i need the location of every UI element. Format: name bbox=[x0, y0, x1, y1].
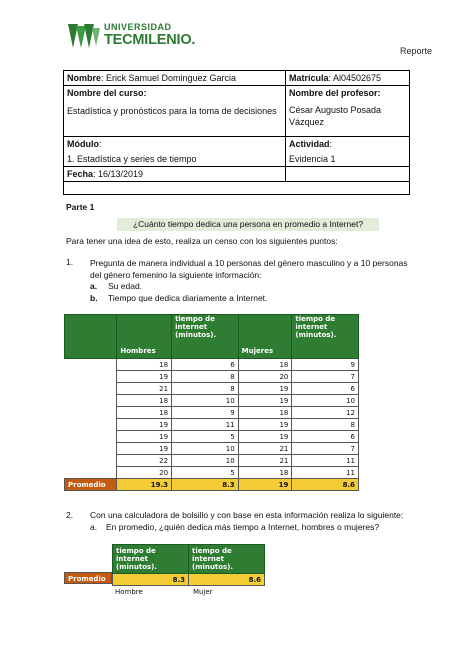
row-blank-cell bbox=[65, 407, 117, 419]
course-value: Estadística y pronósticos para la toma de decisiones bbox=[67, 106, 277, 116]
row-blank-cell bbox=[65, 419, 117, 431]
date-cell bbox=[64, 167, 286, 182]
intro-text: Para tener una idea de esto, realiza un censo con los siguientes puntos: bbox=[66, 236, 338, 246]
professor-cell bbox=[286, 86, 410, 137]
header-time-women: tiempo de internet (minutos). bbox=[292, 315, 359, 359]
table-cell: 18 bbox=[117, 407, 172, 419]
table-cell: 9 bbox=[172, 407, 239, 419]
date-value: : 16/13/2019 bbox=[93, 169, 144, 179]
promedio-value: 8.3 bbox=[172, 479, 239, 491]
date-empty-cell bbox=[286, 167, 410, 182]
average-header-row bbox=[113, 545, 265, 574]
table-cell: 20 bbox=[117, 467, 172, 479]
table-cell: 7 bbox=[292, 443, 359, 455]
matricula-label: Matrícula bbox=[289, 73, 329, 83]
empty-row-cell bbox=[64, 182, 410, 195]
promedio-label: Promedio bbox=[65, 479, 117, 491]
main-question: ¿Cuánto tiempo dedica una persona en promedio a Internet? bbox=[117, 218, 379, 231]
table-row bbox=[65, 371, 359, 383]
university-logo bbox=[66, 20, 206, 54]
promedio-value: 19.3 bbox=[117, 479, 172, 491]
label-mujer: Mujer bbox=[193, 588, 213, 596]
course-cell bbox=[64, 86, 286, 137]
table-cell: 19 bbox=[238, 431, 292, 443]
table-cell: 5 bbox=[172, 431, 239, 443]
module-cell bbox=[64, 137, 286, 167]
header-hombres: Hombres bbox=[117, 315, 172, 359]
table-cell: 7 bbox=[292, 371, 359, 383]
promedio-value: 8.6 bbox=[292, 479, 359, 491]
table-cell: 21 bbox=[238, 455, 292, 467]
header-mujeres: Mujeres bbox=[238, 315, 292, 359]
point-2a-letter: a. bbox=[90, 522, 98, 532]
table-cell: 8 bbox=[172, 371, 239, 383]
sub-a-letter: a. bbox=[90, 281, 98, 291]
table-cell: 19 bbox=[238, 395, 292, 407]
student-name-cell bbox=[64, 71, 286, 86]
row-blank-cell bbox=[65, 431, 117, 443]
row-blank-cell bbox=[65, 443, 117, 455]
table-cell: 6 bbox=[172, 359, 239, 371]
logo-university-text: UNIVERSIDAD bbox=[104, 22, 172, 32]
name-value: : Erick Samuel Dominguez Garcia bbox=[101, 73, 237, 83]
row-blank-cell bbox=[65, 359, 117, 371]
document-type-label: Reporte bbox=[399, 46, 432, 56]
module-label: Módulo bbox=[67, 139, 99, 149]
table-cell: 19 bbox=[117, 443, 172, 455]
average-values-row bbox=[113, 574, 265, 586]
promedio-row bbox=[65, 479, 359, 491]
logo-brand-text: TECMILENIO. bbox=[104, 32, 196, 48]
module-colon: : bbox=[99, 139, 102, 149]
table-cell: 18 bbox=[117, 359, 172, 371]
table-cell: 20 bbox=[238, 371, 292, 383]
sub-b-letter: b. bbox=[90, 293, 98, 303]
avg-header-men: tiempo de internet (minutos). bbox=[113, 545, 189, 574]
point-1-number: 1. bbox=[66, 257, 74, 267]
row-blank-cell bbox=[65, 383, 117, 395]
table-cell: 22 bbox=[117, 455, 172, 467]
table-row bbox=[65, 467, 359, 479]
table-row bbox=[65, 431, 359, 443]
point-2-text: Con una calculadora de bolsillo y con base en esta información realiza lo siguiente: bbox=[90, 510, 404, 520]
table-cell: 12 bbox=[292, 407, 359, 419]
point-2a-text: En promedio, ¿quién dedica más tiempo a Internet, hombres o mujeres? bbox=[106, 522, 380, 532]
section-title: Parte 1 bbox=[66, 202, 95, 212]
student-info-table bbox=[63, 70, 410, 195]
avg-men-value: 8.3 bbox=[113, 574, 189, 586]
table-cell: 8 bbox=[292, 419, 359, 431]
course-label: Nombre del curso: bbox=[67, 88, 147, 98]
sub-a-text: Su edad. bbox=[108, 281, 143, 291]
table-cell: 11 bbox=[172, 419, 239, 431]
table-row bbox=[65, 407, 359, 419]
table-row bbox=[65, 419, 359, 431]
table-cell: 18 bbox=[238, 467, 292, 479]
table-cell: 18 bbox=[117, 395, 172, 407]
professor-label: Nombre del profesor: bbox=[289, 88, 381, 98]
point-2-number: 2. bbox=[66, 510, 74, 520]
avg-women-value: 8.6 bbox=[189, 574, 265, 586]
table-row bbox=[65, 395, 359, 407]
average-label: Promedio bbox=[64, 572, 112, 584]
table-cell: 8 bbox=[172, 383, 239, 395]
row-blank-cell bbox=[65, 455, 117, 467]
table-cell: 11 bbox=[292, 467, 359, 479]
header-time-men: tiempo de internet (minutos). bbox=[172, 315, 239, 359]
table-cell: 5 bbox=[172, 467, 239, 479]
activity-colon: : bbox=[329, 139, 333, 149]
name-label: Nombre bbox=[67, 73, 102, 83]
point-1-text: Pregunta de manera individual a 10 personas del género masculino y a 10 personas del género femenino la siguiente información: bbox=[90, 258, 408, 280]
table-cell: 21 bbox=[238, 443, 292, 455]
average-table bbox=[112, 544, 265, 586]
table-cell: 21 bbox=[117, 383, 172, 395]
census-data-table bbox=[64, 314, 359, 491]
promedio-value: 19 bbox=[238, 479, 292, 491]
label-hombre: Hombre bbox=[115, 588, 143, 596]
table-row bbox=[65, 383, 359, 395]
table-cell: 10 bbox=[172, 395, 239, 407]
row-blank-cell bbox=[65, 371, 117, 383]
activity-cell bbox=[286, 137, 410, 167]
table-cell: 19 bbox=[117, 431, 172, 443]
matricula-value: : Al04502675 bbox=[328, 73, 382, 83]
header-blank-cell bbox=[65, 315, 117, 359]
table-cell: 19 bbox=[117, 419, 172, 431]
date-label: Fecha bbox=[67, 169, 94, 179]
table-cell: 10 bbox=[172, 455, 239, 467]
table-cell: 10 bbox=[172, 443, 239, 455]
census-header-row bbox=[65, 315, 359, 359]
table-cell: 11 bbox=[292, 455, 359, 467]
table-row bbox=[65, 443, 359, 455]
table-row bbox=[65, 359, 359, 371]
professor-value: César Augusto Posada Vázquez bbox=[289, 105, 382, 127]
table-cell: 6 bbox=[292, 383, 359, 395]
row-blank-cell bbox=[65, 395, 117, 407]
module-value: 1. Estadística y series de tiempo bbox=[67, 154, 197, 164]
matricula-cell bbox=[286, 71, 410, 86]
activity-value: Evidencia 1 bbox=[289, 154, 336, 164]
tecmilenio-logo-icon bbox=[66, 22, 102, 50]
table-cell: 19 bbox=[238, 383, 292, 395]
table-cell: 9 bbox=[292, 359, 359, 371]
activity-label: Actividad bbox=[289, 139, 330, 149]
table-cell: 6 bbox=[292, 431, 359, 443]
table-row bbox=[65, 455, 359, 467]
table-cell: 18 bbox=[238, 359, 292, 371]
table-cell: 19 bbox=[117, 371, 172, 383]
sub-b-text: Tiempo que dedica diariamente a Internet. bbox=[108, 293, 268, 303]
table-cell: 10 bbox=[292, 395, 359, 407]
avg-header-women: tiempo de internet (minutos). bbox=[189, 545, 265, 574]
table-cell: 19 bbox=[238, 419, 292, 431]
table-cell: 18 bbox=[238, 407, 292, 419]
row-blank-cell bbox=[65, 467, 117, 479]
